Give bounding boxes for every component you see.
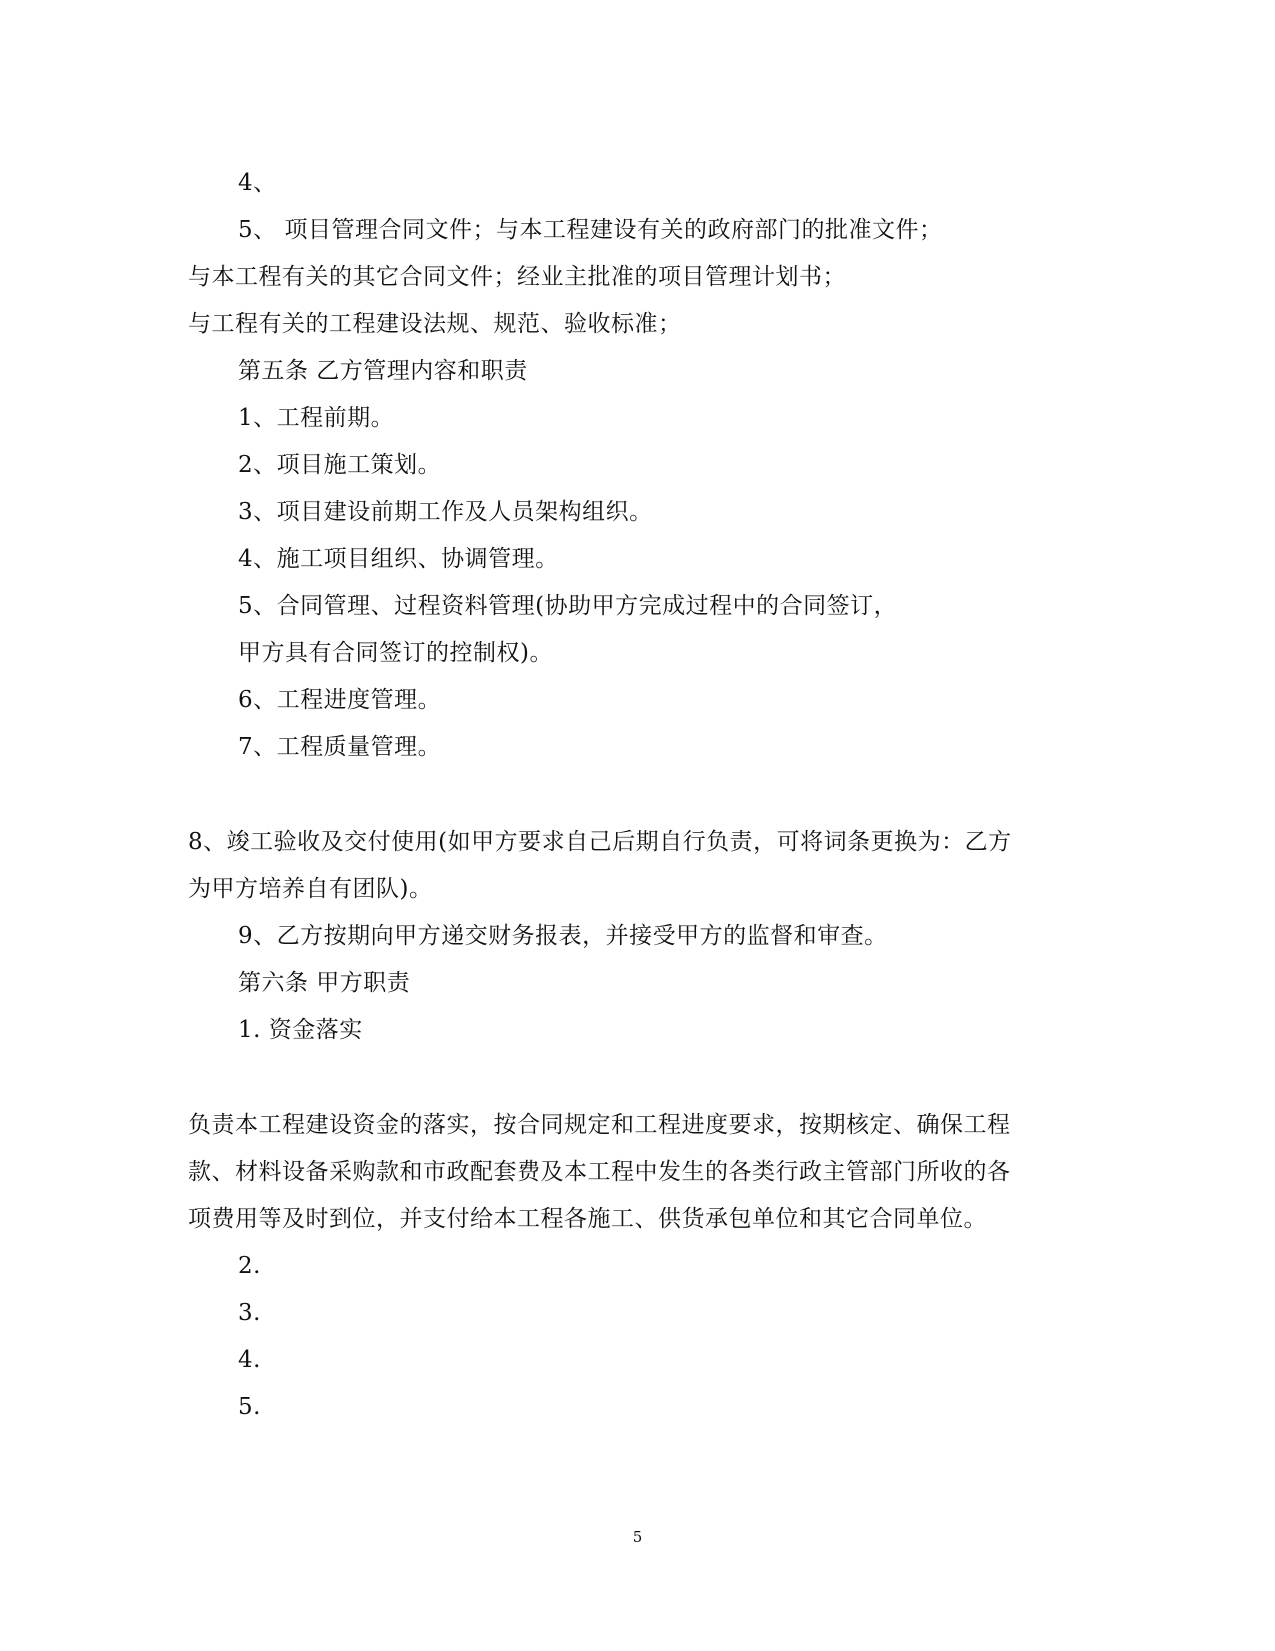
text-line: 3、项目建设前期工作及人员架构组织。: [238, 499, 653, 525]
text-line: 为甲方培养自有团队)。: [188, 876, 433, 902]
text-line: 与本工程有关的其它合同文件；经业主批准的项目管理计划书；: [188, 264, 846, 290]
text-line: 3.: [238, 1300, 261, 1326]
text-line: 9、乙方按期向甲方递交财务报表，并接受甲方的监督和审查。: [238, 923, 888, 949]
text-line: 7、工程质量管理。: [238, 734, 442, 760]
text-line: 2.: [238, 1253, 261, 1279]
text-line: 2、项目施工策划。: [238, 452, 442, 478]
text-line: 项费用等及时到位，并支付给本工程各施工、供货承包单位和其它合同单位。: [188, 1206, 987, 1232]
text-line: 甲方具有合同签订的控制权)。: [238, 640, 553, 666]
text-line: 6、工程进度管理。: [238, 687, 442, 713]
text-line: 8、竣工验收及交付使用(如甲方要求自己后期自行负责，可将词条更换为：乙方: [188, 829, 1012, 855]
page-number: 5: [632, 1528, 643, 1546]
text-line: 5、 项目管理合同文件；与本工程建设有关的政府部门的批准文件；: [238, 217, 943, 243]
text-line: 5、合同管理、过程资料管理(协助甲方完成过程中的合同签订，: [238, 593, 898, 619]
section-heading: 第五条 乙方管理内容和职责: [238, 358, 528, 384]
text-line: 4、施工项目组织、协调管理。: [238, 546, 559, 572]
section-heading: 第六条 甲方职责: [238, 970, 411, 996]
text-line: 5.: [238, 1394, 261, 1420]
text-line: 1、工程前期。: [238, 405, 395, 431]
text-line: 1. 资金落实: [238, 1017, 363, 1043]
text-line: 4、: [238, 170, 277, 196]
text-line: 4.: [238, 1347, 261, 1373]
text-line: 与工程有关的工程建设法规、规范、验收标准；: [188, 311, 682, 337]
text-line: 款、材料设备采购款和市政配套费及本工程中发生的各类行政主管部门所收的各: [188, 1159, 1011, 1185]
text-line: 负责本工程建设资金的落实，按合同规定和工程进度要求，按期核定、确保工程: [188, 1112, 1011, 1138]
